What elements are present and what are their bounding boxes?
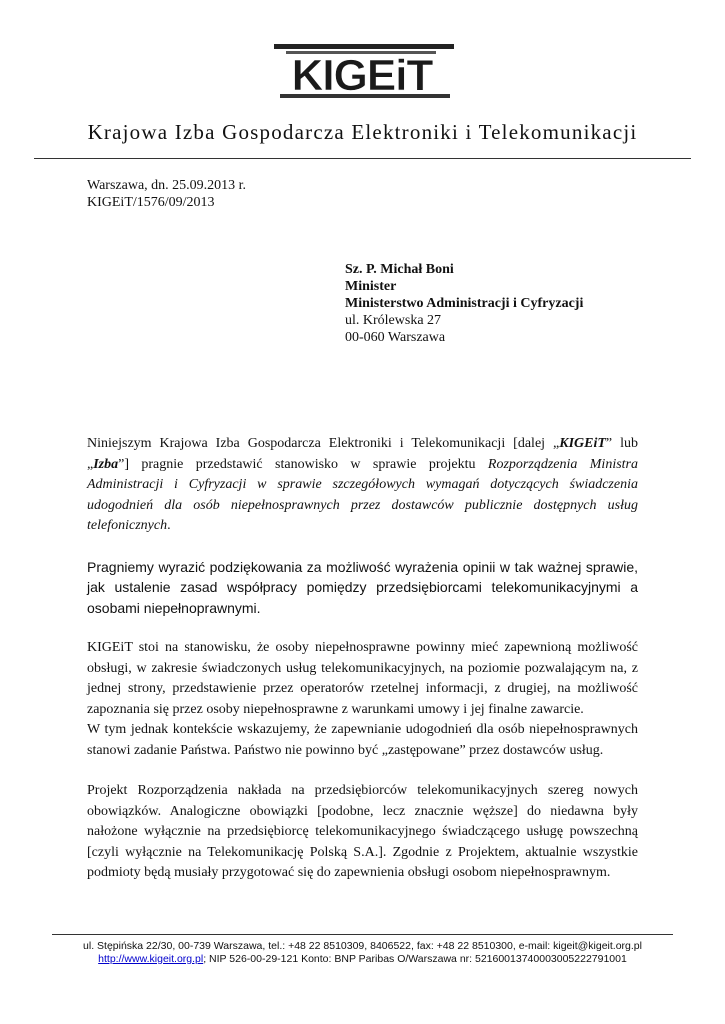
recipient-ministry: Ministerstwo Administracji i Cyfryzacji [345,296,584,311]
footer-divider [52,934,673,935]
footer-address: ul. Stępińska 22/30, 00-739 Warszawa, tel.: +48 22 8510309, 8406522, fax: +48 22 8510300, e-mail: kigeit@kigeit.org.pl [83,940,642,952]
footer [0,940,725,966]
date-reference-block [87,177,246,211]
date-line: Warszawa, dn. 25.09.2013 r. [87,178,247,193]
organization-name: Krajowa Izba Gospodarcza Elektroniki i Telekomunikacji [87,120,638,144]
recipient-city: 00-060 Warszawa [345,330,446,345]
recipient-title: Minister [345,279,397,294]
paragraph-position: KIGEiT stoi na stanowisku, że osoby niepełnosprawne powinny mieć zapewnioną możliwość obsługi, w zakresie świadczonych usług telekomunikacyjnych, na poziomie pozwalającym na, z jednej strony, przedstawienie przez operatorów rzetelnej informacji, z drugiej, na możliwość zapoznania się przez osoby niepełnosprawne z warunkami umowy i jej finalne zawarcie. [87,640,638,717]
paragraph-thanks: Pragniemy wyrazić podziękowania za możliwość wyrażenia opinii w tak ważnej sprawie, jak ustalenie zasad współpracy pomiędzy przedsiębiorcami telekomunikacyjnymi a osobami niepełnoprawnymi. [87,558,638,616]
paragraph-context: W tym jednak kontekście wskazujemy, że zapewnianie udogodnień dla osób niepełnosprawnych stanowi zadanie Państwa. Państwo nie powinno być „zastępowane” przez dostawców usług. [87,722,638,758]
recipient-street: ul. Królewska 27 [345,313,442,328]
reference-number: KIGEiT/1576/09/2013 [87,195,215,210]
website-link[interactable]: http://www.kigeit.org.pl [98,953,204,965]
recipient-name: Sz. P. Michał Boni [345,262,454,277]
paragraph-project: Projekt Rozporządzenia nakłada na przedsiębiorców telekomunikacyjnych szereg nowych obowiązków. Analogiczne obowiązki [podobne, lecz znacznie węższe] do niedawna były nałożone wyłącznie na przedsiębiorcę telekomunikacyjnego świadczącego usługę powszechną [czyli wyłącznie na Telekomunikację Polską S.A.]. Zgodnie z Projektem, aktualnie wszystkie podmioty będą musiały przygotować się do zapewnienia obsługi osobom niepełnosprawnym. [87,783,638,880]
footer-details: http://www.kigeit.org.pl; NIP 526-00-29-121 Konto: BNP Paribas O/Warszawa nr: 52160013740003005222791001 [98,953,627,965]
kigeit-logo [262,38,462,108]
paragraph-intro: Niniejszym Krajowa Izba Gospodarcza Elektroniki i Telekomunikacji [dalej „KIGEiT” lub „Izba”] pragnie przedstawić stanowisko w sprawie projektu Rozporządzenia Ministra Administracji i Cyfryzacji w sprawie szczegółowych wymagań dotyczących świadczenia udogodnień dla osób niepełnosprawnych przez dostawców publicznie dostępnych usług telefonicznych. [87,436,638,533]
svg-text:KIGEiT: KIGEiT [291,51,433,100]
recipient-address [345,261,583,346]
header-divider [34,158,691,159]
letter-body [87,434,638,904]
